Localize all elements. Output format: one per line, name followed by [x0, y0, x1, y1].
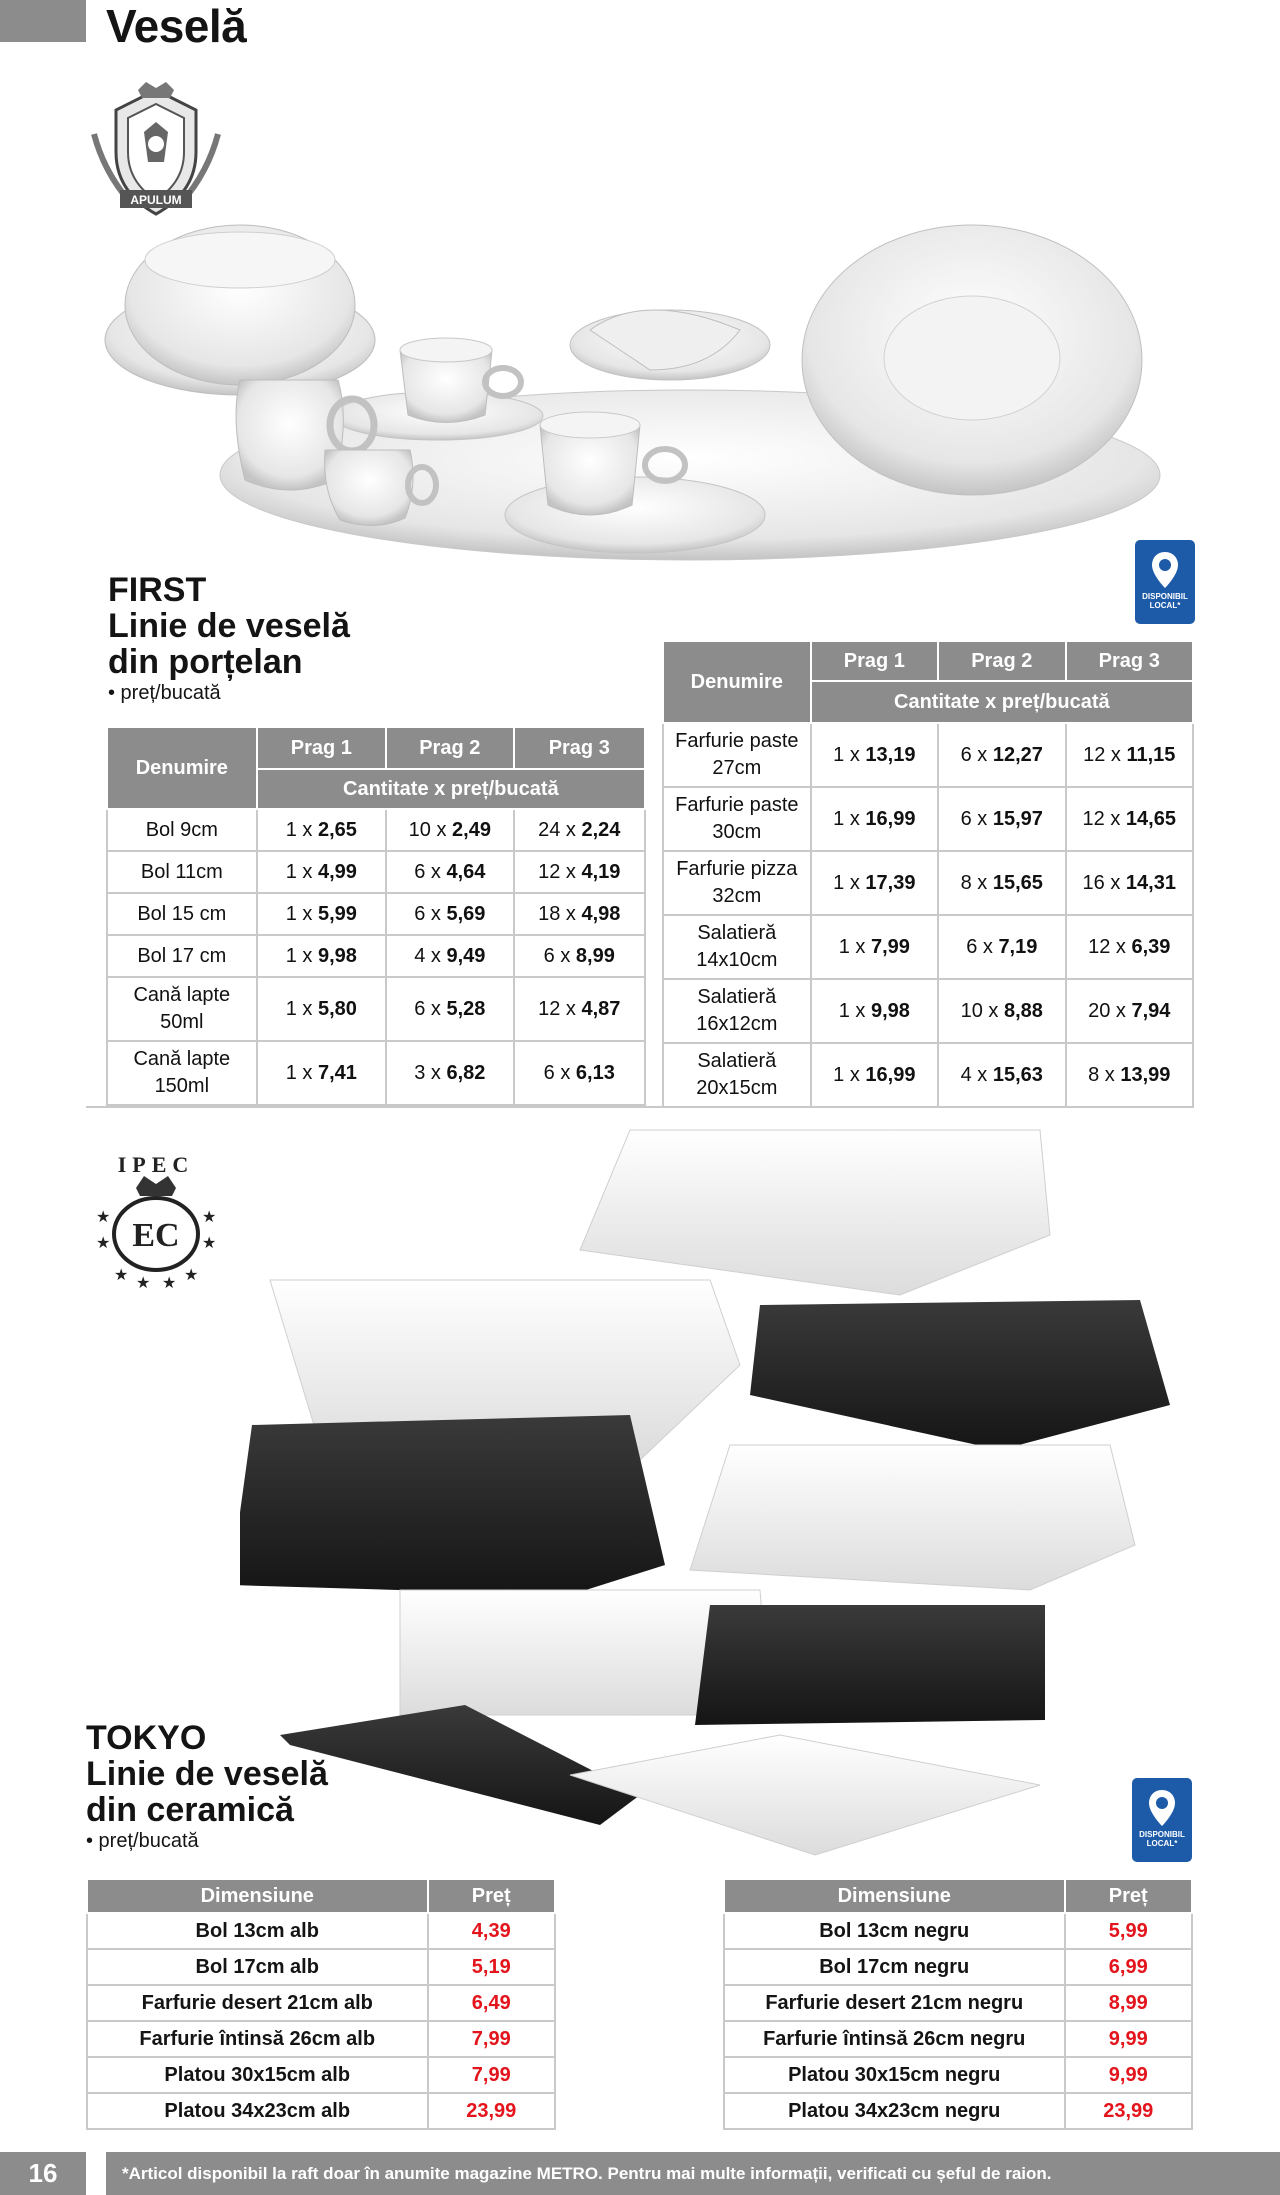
table-row: Bol 9cm 1 x 2,65 10 x 2,49 24 x 2,24	[107, 809, 645, 851]
table-row: Salatieră 16x12cm 1 x 9,98 10 x 8,88 20 x 7,94	[663, 979, 1193, 1043]
first-price-table-left	[106, 726, 646, 1106]
table-row: Platou 34x23cm alb 23,99	[87, 2093, 555, 2129]
section-divider	[86, 1106, 1194, 1108]
svg-text:★: ★	[184, 1267, 199, 1284]
column-header-name: Denumire	[663, 641, 811, 723]
page-number: 16	[0, 2152, 86, 2195]
tokyo-unit-note: • preț/bucată	[86, 1830, 199, 1852]
column-header-dimension: Dimensiune	[724, 1879, 1065, 1913]
table-row: Farfurie întinsă 26cm alb 7,99	[87, 2021, 555, 2057]
table-row: Bol 17 cm 1 x 9,98 4 x 9,49 6 x 8,99	[107, 935, 645, 977]
column-header-dimension: Dimensiune	[87, 1879, 428, 1913]
table-row: Farfurie pizza 32cm 1 x 17,39 8 x 15,65 16 x 14,31	[663, 851, 1193, 915]
table-row: Bol 13cm negru 5,99	[724, 1913, 1192, 1949]
tokyo-line-2: Linie de veselă	[86, 1755, 328, 1793]
tokyo-black-price-table	[723, 1878, 1193, 2130]
apulum-logo	[86, 82, 226, 222]
location-pin-icon	[1150, 550, 1180, 590]
table-row: Bol 17cm alb 5,19	[87, 1949, 555, 1985]
svg-text:APULUM: APULUM	[130, 193, 182, 207]
table-row: Bol 15 cm 1 x 5,99 6 x 5,69 18 x 4,98	[107, 893, 645, 935]
section-title: Veselă	[106, 0, 247, 52]
table-row: Farfurie desert 21cm negru 8,99	[724, 1985, 1192, 2021]
column-header-price: Preț	[428, 1879, 556, 1913]
table-row: Salatieră 20x15cm 1 x 16,99 4 x 15,63 8 x 13,99	[663, 1043, 1193, 1107]
ceramic-product-photo	[240, 1125, 1190, 1875]
column-header-name: Denumire	[107, 727, 257, 809]
available-local-badge: DISPONIBIL LOCAL*	[1135, 540, 1195, 624]
first-product-title	[108, 572, 350, 706]
first-line-2: Linie de veselă	[108, 607, 350, 645]
table-row: Cană lapte 150ml 1 x 7,41 3 x 6,82 6 x 6,13	[107, 1041, 645, 1105]
column-header-prag1: Prag 1	[811, 641, 938, 681]
table-row: Farfurie paste 27cm 1 x 13,19 6 x 12,27 12 x 11,15	[663, 723, 1193, 787]
column-header-prag2: Prag 2	[386, 727, 513, 769]
table-row: Cană lapte 50ml 1 x 5,80 6 x 5,28 12 x 4,87	[107, 977, 645, 1041]
svg-text:★: ★	[202, 1209, 217, 1226]
tokyo-line-3: din ceramică	[86, 1791, 294, 1829]
table-row: Farfurie întinsă 26cm negru 9,99	[724, 2021, 1192, 2057]
svg-text:EC: EC	[132, 1217, 180, 1254]
table-row: Bol 11cm 1 x 4,99 6 x 4,64 12 x 4,19	[107, 851, 645, 893]
header-accent-bar	[0, 0, 86, 42]
column-header-quantity: Cantitate x preț/bucată	[811, 681, 1193, 723]
table-row: Farfurie paste 30cm 1 x 16,99 6 x 15,97 12 x 14,65	[663, 787, 1193, 851]
available-local-badge: DISPONIBIL LOCAL*	[1132, 1778, 1192, 1862]
tokyo-name: TOKYO	[86, 1719, 207, 1757]
table-row: Platou 30x15cm negru 9,99	[724, 2057, 1192, 2093]
column-header-prag2: Prag 2	[938, 641, 1065, 681]
column-header-price: Preț	[1065, 1879, 1193, 1913]
porcelain-product-photo	[100, 220, 1190, 565]
location-pin-icon	[1147, 1788, 1177, 1828]
first-unit-note: • preț/bucată	[108, 682, 221, 704]
column-header-prag1: Prag 1	[257, 727, 386, 769]
ipec-logo	[86, 1142, 226, 1292]
svg-text:★: ★	[96, 1209, 111, 1226]
first-price-table-right	[662, 640, 1194, 1108]
table-row: Farfurie desert 21cm alb 6,49	[87, 1985, 555, 2021]
first-name: FIRST	[108, 571, 207, 609]
table-row: Salatieră 14x10cm 1 x 7,99 6 x 7,19 12 x 6,39	[663, 915, 1193, 979]
column-header-quantity: Cantitate x preț/bucată	[257, 769, 645, 809]
tokyo-white-price-table	[86, 1878, 556, 2130]
footnote: *Articol disponibil la raft doar în anumite magazine METRO. Pentru mai multe informații, verificati cu șeful de raion.	[106, 2152, 1280, 2195]
table-row: Bol 17cm negru 6,99	[724, 1949, 1192, 1985]
column-header-prag3: Prag 3	[1066, 641, 1193, 681]
svg-text:IPEC: IPEC	[117, 1152, 195, 1177]
column-header-prag3: Prag 3	[514, 727, 645, 769]
tokyo-product-title	[86, 1720, 328, 1854]
table-row: Bol 13cm alb 4,39	[87, 1913, 555, 1949]
svg-text:★: ★	[96, 1235, 111, 1252]
table-row: Platou 34x23cm negru 23,99	[724, 2093, 1192, 2129]
svg-text:★: ★	[114, 1267, 129, 1284]
svg-text:★: ★	[162, 1275, 177, 1292]
svg-text:★: ★	[136, 1275, 151, 1292]
svg-text:★: ★	[202, 1235, 217, 1252]
table-row: Platou 30x15cm alb 7,99	[87, 2057, 555, 2093]
first-line-3: din porțelan	[108, 643, 303, 681]
